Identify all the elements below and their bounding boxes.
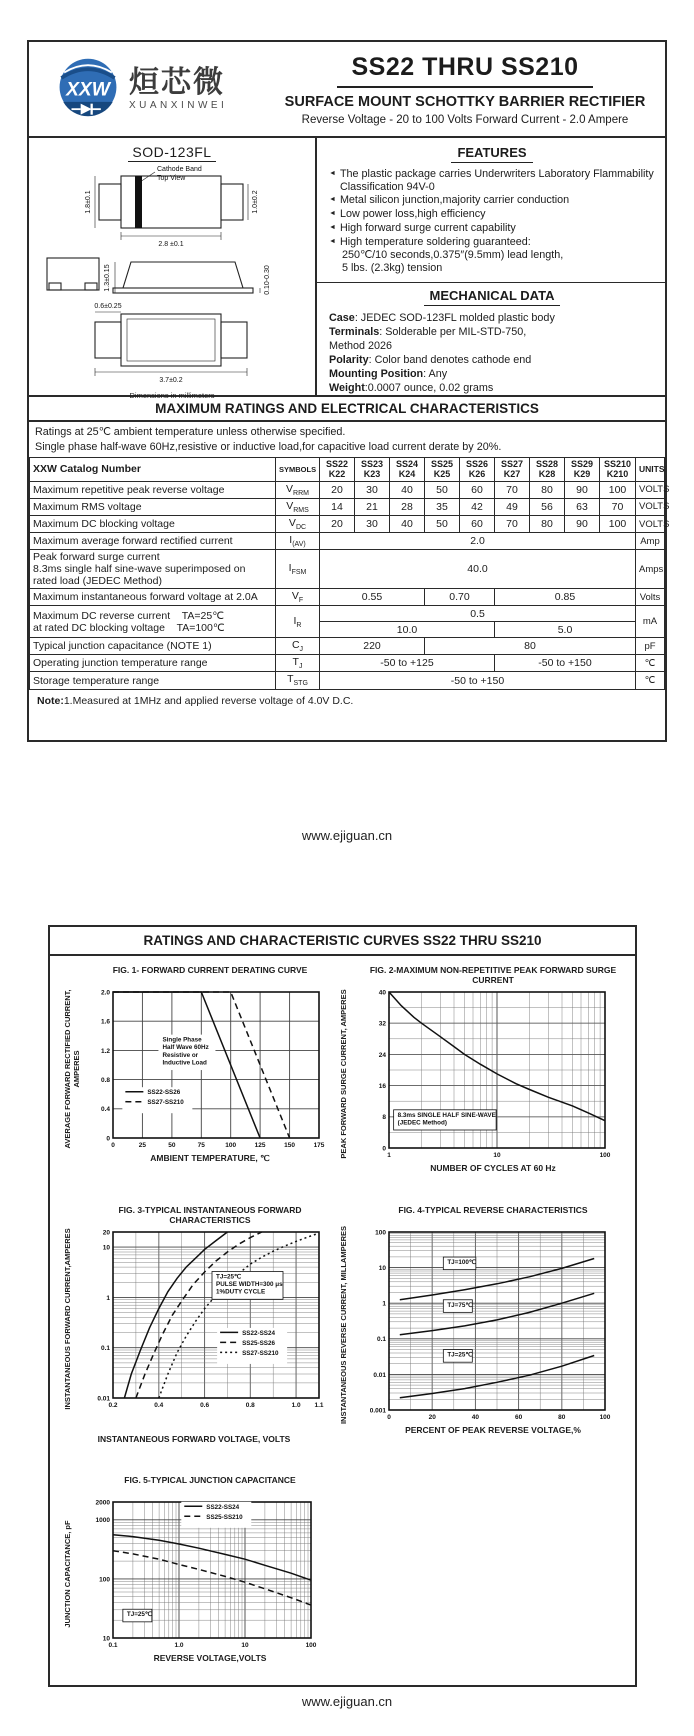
svg-text:2.0: 2.0 — [100, 989, 110, 997]
svg-text:0.8: 0.8 — [245, 1402, 255, 1410]
table-row — [30, 550, 665, 589]
svg-text:8.3ms SINGLE HALF SINE-WAVE: 8.3ms SINGLE HALF SINE-WAVE — [397, 1112, 496, 1120]
feature-item — [329, 236, 655, 249]
fig5-xlabel: REVERSE VOLTAGE,VOLTS — [153, 1653, 267, 1663]
fig4-xlabel: PERCENT OF PEAK REVERSE VOLTAGE,% — [405, 1425, 581, 1435]
table-row — [30, 589, 665, 606]
fig2-title: FIG. 2-MAXIMUM NON-REPETITIVE PEAK FORWARD SURGE CURRENT — [369, 965, 617, 986]
page1-datasheet-box — [27, 40, 670, 742]
curves-banner: RATINGS AND CHARACTERISTIC CURVES SS22 THRU SS210 — [50, 927, 635, 956]
table-cell: Maximum DC blocking voltage — [30, 516, 276, 533]
svg-text:10: 10 — [102, 1635, 110, 1643]
table-cell: SS210 K210 — [600, 458, 636, 482]
feature-text: High forward surge current capability — [339, 221, 516, 234]
table-cell: Maximum DC reverse current TA=25℃ at rated DC blocking voltage TA=100℃ — [30, 606, 276, 638]
fig3-xlabel: INSTANTANEOUS FORWARD VOLTAGE, VOLTS — [97, 1434, 291, 1445]
svg-text:10: 10 — [241, 1642, 249, 1649]
bullet-arrow-icon: ◄ — [329, 237, 336, 245]
svg-text:20: 20 — [102, 1229, 110, 1237]
svg-text:125: 125 — [254, 1142, 266, 1149]
table-cell: Maximum instantaneous forward voltage at 2.0A — [30, 589, 276, 606]
ratings-conditions — [29, 422, 665, 457]
table-cell: SYMBOLS — [276, 458, 320, 482]
table-cell: 30 — [355, 481, 390, 498]
table-cell: 50 — [425, 516, 460, 533]
ratings-note-2: Single phase half-wave 60Hz,resistive or inductive load,for capacitive load current derate by 20%. — [35, 440, 502, 453]
svg-text:50: 50 — [168, 1142, 176, 1149]
mech-line: Case: JEDEC SOD-123FL molded plastic body — [329, 311, 555, 324]
table-cell: 0.5 — [320, 606, 636, 622]
svg-text:1.0: 1.0 — [174, 1642, 184, 1649]
svg-text:0.01: 0.01 — [97, 1395, 110, 1403]
table-cell: SS29 K29 — [565, 458, 600, 482]
svg-text:SS27-SS210: SS27-SS210 — [147, 1099, 184, 1107]
fig3-ylabel: INSTANTANEOUS FORWARD CURRENT,AMPERES — [63, 1228, 72, 1411]
table-row — [30, 481, 665, 498]
fig5-plot — [86, 1495, 318, 1653]
table-cell: $V_{DC}$ — [276, 516, 320, 533]
table-cell: XXW Catalog Number — [30, 458, 276, 482]
svg-text:0.01: 0.01 — [373, 1371, 386, 1379]
svg-text:100: 100 — [225, 1142, 237, 1149]
table-cell: 100 — [600, 481, 636, 498]
package-outline-drawing — [29, 162, 315, 384]
bullet-arrow-icon: ◄ — [329, 223, 336, 231]
table-cell: 63 — [565, 498, 600, 515]
svg-text:Half Wave 60Hz: Half Wave 60Hz — [162, 1044, 209, 1052]
svg-text:1%DUTY CYCLE: 1%DUTY CYCLE — [216, 1289, 266, 1297]
table-row — [30, 533, 665, 550]
table-cell: SS22 K22 — [320, 458, 355, 482]
table-cell: 60 — [460, 516, 495, 533]
svg-text:20: 20 — [428, 1414, 436, 1421]
table-row — [30, 516, 665, 533]
fig4-title: FIG. 4-TYPICAL REVERSE CHARACTERISTICS — [398, 1205, 588, 1215]
table-cell: $I_{FSM}$ — [276, 550, 320, 589]
table-cell: 42 — [460, 498, 495, 515]
svg-text:0.1: 0.1 — [108, 1642, 118, 1649]
table-cell: 50 — [425, 481, 460, 498]
page-title: SS22 THRU SS210 — [337, 53, 592, 88]
feature-item — [329, 208, 655, 221]
fig3-plot — [86, 1225, 326, 1413]
svg-text:0: 0 — [106, 1135, 110, 1143]
logo-latin-name: XUANXINWEI — [129, 99, 228, 111]
ratings-note-1: Ratings at 25℃ ambient temperature unless otherwise specified. — [35, 426, 346, 438]
svg-text:0: 0 — [111, 1142, 115, 1149]
table-cell: 35 — [425, 498, 460, 515]
fig2-peak-surge-current — [338, 965, 624, 1174]
series-SS25-SS210 — [113, 1551, 311, 1605]
svg-text:25: 25 — [138, 1142, 147, 1149]
table-cell: 30 — [355, 516, 390, 533]
mechanical-data-section — [317, 283, 665, 395]
table-cell: 20 — [320, 481, 355, 498]
feature-text: The plastic package carries Underwriters Laboratory Flammability Classification 94V-0 — [339, 168, 654, 193]
feature-item — [329, 194, 655, 207]
bullet-arrow-icon: ◄ — [329, 210, 336, 218]
svg-text:Resistive or: Resistive or — [162, 1051, 199, 1059]
svg-text:0.8: 0.8 — [100, 1077, 110, 1084]
svg-text:100: 100 — [599, 1152, 611, 1160]
feature-text: High temperature soldering guaranteed: — [339, 235, 531, 248]
series-SS22-SS24 — [124, 1232, 227, 1398]
svg-text:1: 1 — [387, 1152, 391, 1160]
bullet-arrow-icon: ◄ — [329, 196, 336, 204]
svg-text:0.6: 0.6 — [200, 1402, 210, 1410]
mech-line: Mounting Position: Any — [329, 367, 448, 380]
svg-text:2000: 2000 — [95, 1499, 110, 1507]
dim-standoff: 0.10-0.30 — [264, 265, 271, 295]
table-row — [30, 672, 665, 689]
fig5-ylabel: JUNCTION CAPACITANCE, pF — [63, 1520, 72, 1628]
fig1-xlabel: AMBIENT TEMPERATURE, ℃ — [150, 1153, 270, 1163]
table-cell: -50 to +150 — [495, 655, 636, 672]
feature-continuation: 5 lbs. (2.3kg) tension — [342, 262, 443, 275]
svg-text:150: 150 — [284, 1142, 296, 1149]
svg-text:TJ=100℃: TJ=100℃ — [447, 1259, 476, 1267]
table-row — [30, 606, 665, 622]
table-cell: UNITS — [636, 458, 665, 482]
package-drawing-cell — [29, 138, 317, 400]
table-cell: 10.0 — [320, 622, 495, 638]
svg-text:0.1: 0.1 — [100, 1345, 110, 1353]
package-name: SOD-123FL — [128, 144, 215, 162]
table-cell: 220 — [320, 638, 425, 655]
table-cell: 56 — [530, 498, 565, 515]
table-cell: Peak forward surge current 8.3ms single half sine-wave superimposed on rated load (JEDEC Method) — [30, 550, 276, 589]
table-row — [30, 638, 665, 655]
fig5-title: FIG. 5-TYPICAL JUNCTION CAPACITANCE — [124, 1475, 296, 1485]
svg-text:TJ=25℃: TJ=25℃ — [126, 1611, 152, 1619]
fig3-title: FIG. 3-TYPICAL INSTANTANEOUS FORWARD CHARACTERISTICS — [118, 1205, 302, 1226]
dim-pad-width: 0.6±0.25 — [94, 303, 122, 310]
table-cell: VOLTS — [636, 498, 665, 515]
svg-text:0: 0 — [382, 1145, 386, 1153]
table-cell: SS28 K28 — [530, 458, 565, 482]
table-cell: 49 — [495, 498, 530, 515]
svg-text:0: 0 — [387, 1414, 391, 1421]
table-cell: SS23 K23 — [355, 458, 390, 482]
brand-logo — [29, 56, 279, 122]
logo-mark-icon — [55, 56, 121, 122]
series-SS25-SS26 — [136, 1232, 262, 1398]
dim-total-width: 3.7±0.2 — [159, 377, 183, 384]
fig1-title: FIG. 1- FORWARD CURRENT DERATING CURVE — [112, 965, 308, 975]
svg-text:32: 32 — [378, 1020, 386, 1028]
table-cell: -50 to +150 — [320, 672, 636, 689]
svg-text:TJ=75℃: TJ=75℃ — [447, 1301, 473, 1309]
fig2-xlabel: NUMBER OF CYCLES AT 60 Hz — [430, 1163, 556, 1174]
table-cell: Amps — [636, 550, 665, 589]
series-SS27-SS210 — [159, 1233, 319, 1398]
table-cell: Operating junction temperature range — [30, 655, 276, 672]
svg-text:(JEDEC Method): (JEDEC Method) — [397, 1119, 447, 1127]
table-cell: 100 — [600, 516, 636, 533]
feature-text: Metal silicon junction,majority carrier conduction — [339, 194, 570, 207]
svg-text:SS22-SS24: SS22-SS24 — [242, 1330, 276, 1338]
table-cell: Maximum average forward rectified current — [30, 533, 276, 550]
table-row — [30, 498, 665, 515]
table-cell: SS25 K25 — [425, 458, 460, 482]
svg-text:TJ=25℃: TJ=25℃ — [216, 1273, 242, 1281]
ratings-table-body — [30, 458, 670, 689]
svg-text:0.4: 0.4 — [154, 1402, 164, 1410]
dim-tab-width: 1.0±0.2 — [252, 190, 259, 214]
feature-continuation: 250℃/10 seconds,0.375″(9.5mm) lead length, — [342, 249, 564, 262]
table-cell: Maximum RMS voltage — [30, 498, 276, 515]
fig3-forward-characteristics — [62, 1205, 334, 1445]
table-cell: 70 — [495, 481, 530, 498]
feature-item — [329, 222, 655, 235]
mechanical-heading: MECHANICAL DATA — [424, 288, 561, 306]
table-cell: $C_J$ — [276, 638, 320, 655]
svg-text:10: 10 — [493, 1152, 501, 1160]
feature-text: Low power loss,high efficiency — [339, 208, 486, 221]
fig4-plot — [362, 1225, 612, 1425]
mech-line: Method 2026 — [329, 339, 393, 352]
table-cell: $I_{(AV)}$ — [276, 533, 320, 550]
bullet-arrow-icon: ◄ — [329, 170, 336, 177]
table-cell: SS24 K24 — [390, 458, 425, 482]
table-cell: mA — [636, 606, 665, 638]
table-cell: ℃ — [636, 655, 665, 672]
table-cell: Amp — [636, 533, 665, 550]
table-cell: 21 — [355, 498, 390, 515]
table-cell: Storage temperature range — [30, 672, 276, 689]
fig2-plot — [362, 985, 612, 1163]
table-row — [30, 655, 665, 672]
dim-body-width: 2.8 ±0.1 — [158, 241, 184, 248]
dim-side-height: 1.3±0.15 — [104, 264, 111, 292]
max-ratings-banner: MAXIMUM RATINGS AND ELECTRICAL CHARACTERISTICS — [29, 397, 665, 422]
table-footnote: Note:1.Measured at 1MHz and applied reverse voltage of 4.0V D.C. — [37, 694, 354, 707]
table-cell: 14 — [320, 498, 355, 515]
table-cell: 80 — [530, 481, 565, 498]
svg-text:10: 10 — [378, 1265, 386, 1272]
svg-text:PULSE WIDTH=300 μs: PULSE WIDTH=300 μs — [216, 1281, 283, 1289]
svg-text:40: 40 — [378, 989, 386, 997]
svg-text:1.1: 1.1 — [314, 1402, 324, 1410]
svg-text:SS22-SS24: SS22-SS24 — [206, 1503, 240, 1511]
features-section — [317, 138, 665, 283]
header — [29, 42, 665, 138]
fig1-ylabel: AVERAGE FORWARD RECTIFIED CURRENT, AMPERES — [63, 989, 81, 1149]
feature-item — [329, 168, 655, 193]
fig5-junction-capacitance — [62, 1475, 334, 1664]
svg-text:60: 60 — [514, 1414, 523, 1421]
ratings-summary-line: Reverse Voltage - 20 to 100 Volts Forward Current - 2.0 Ampere — [301, 113, 629, 126]
svg-text:175: 175 — [313, 1142, 325, 1149]
table-cell: 70 — [600, 498, 636, 515]
logo-xxw-text: XXW — [66, 79, 110, 101]
table-cell: VOLTS — [636, 481, 665, 498]
svg-text:1.6: 1.6 — [100, 1018, 110, 1026]
table-cell: SS27 K27 — [495, 458, 530, 482]
table-cell: 40.0 — [320, 550, 636, 589]
table-cell: Typical junction capacitance (NOTE 1) — [30, 638, 276, 655]
table-cell: 70 — [495, 516, 530, 533]
fig4-ylabel: INSTANTANEOUS REVERSE CURRENT, MILLAMPERES — [339, 1225, 348, 1425]
svg-text:100: 100 — [99, 1576, 110, 1584]
svg-text:1000: 1000 — [95, 1517, 110, 1525]
svg-text:0.2: 0.2 — [108, 1402, 118, 1410]
fig4-reverse-characteristics — [338, 1205, 624, 1436]
table-cell: -50 to +125 — [320, 655, 495, 672]
svg-text:1.0: 1.0 — [291, 1402, 301, 1410]
svg-text:0.4: 0.4 — [100, 1106, 110, 1114]
svg-text:SS25-SS210: SS25-SS210 — [206, 1513, 243, 1521]
svg-text:100: 100 — [305, 1642, 317, 1649]
title-block — [279, 53, 665, 126]
table-cell: $V_{RMS}$ — [276, 498, 320, 515]
svg-text:0.001: 0.001 — [369, 1407, 386, 1415]
cathode-band-callout: Cathode Band — [157, 166, 202, 173]
table-cell: 90 — [565, 481, 600, 498]
footer-url-page1: www.ejiguan.cn — [301, 828, 393, 843]
svg-text:Single Phase: Single Phase — [162, 1036, 202, 1044]
svg-text:0.1: 0.1 — [376, 1336, 386, 1344]
svg-text:100: 100 — [375, 1229, 386, 1237]
table-cell: 2.0 — [320, 533, 636, 550]
table-cell: $T_{STG}$ — [276, 672, 320, 689]
fig2-ylabel: PEAK FORWARD SURGE CURRENT, AMPERES — [339, 989, 348, 1159]
table-cell: $T_J$ — [276, 655, 320, 672]
features-heading: FEATURES — [451, 145, 532, 163]
table-cell: $V_{RRM}$ — [276, 481, 320, 498]
table-cell: $V_F$ — [276, 589, 320, 606]
svg-text:10: 10 — [102, 1244, 110, 1252]
table-cell: Volts — [636, 589, 665, 606]
svg-text:100: 100 — [599, 1414, 611, 1421]
dim-top-height: 1.8±0.1 — [85, 190, 92, 214]
mech-line: Polarity: Color band denotes cathode end — [329, 353, 532, 366]
svg-text:SS22-SS26: SS22-SS26 — [147, 1089, 181, 1097]
svg-text:8: 8 — [382, 1114, 386, 1122]
table-cell: 90 — [565, 516, 600, 533]
fig1-plot — [86, 985, 326, 1153]
svg-text:1: 1 — [106, 1295, 110, 1303]
svg-text:TJ=25℃: TJ=25℃ — [447, 1351, 473, 1359]
table-cell: 60 — [460, 481, 495, 498]
table-cell: 5.0 — [495, 622, 636, 638]
table-cell: ℃ — [636, 672, 665, 689]
svg-text:Inductive Load: Inductive Load — [162, 1059, 207, 1067]
top-view-callout: Top View — [157, 175, 186, 182]
mech-line: Weight:0.0007 ounce, 0.02 grams — [329, 381, 494, 394]
table-cell: Maximum repetitive peak reverse voltage — [30, 481, 276, 498]
svg-text:40: 40 — [471, 1414, 480, 1421]
table-cell: 40 — [390, 516, 425, 533]
table-cell: $I_R$ — [276, 606, 320, 638]
logo-chinese-name: 烜芯微 — [129, 65, 225, 99]
table-cell: VOLTS — [636, 516, 665, 533]
svg-text:SS25-SS26: SS25-SS26 — [242, 1340, 276, 1348]
fig1-forward-current-derating — [62, 965, 334, 1164]
table-cell: 80 — [530, 516, 565, 533]
table-cell: 0.85 — [495, 589, 636, 606]
table-cell: 80 — [425, 638, 636, 655]
svg-text:1: 1 — [382, 1300, 386, 1308]
table-cell: 0.70 — [425, 589, 495, 606]
svg-text:24: 24 — [378, 1052, 386, 1060]
dimensions-caption: Dimensions in millimeters — [129, 391, 215, 400]
svg-text:80: 80 — [558, 1414, 566, 1421]
table-cell: 20 — [320, 516, 355, 533]
table-cell: pF — [636, 638, 665, 655]
table-cell: SS26 K26 — [460, 458, 495, 482]
mech-line: Terminals: Solderable per MIL-STD-750, — [329, 325, 527, 338]
footer-url-page2: www.ejiguan.cn — [301, 1694, 393, 1709]
page-subtitle: SURFACE MOUNT SCHOTTKY BARRIER RECTIFIER — [284, 93, 646, 110]
svg-text:75: 75 — [197, 1142, 205, 1149]
table-cell: 28 — [390, 498, 425, 515]
table-cell: 0.55 — [320, 589, 425, 606]
table-cell: 40 — [390, 481, 425, 498]
svg-text:1.2: 1.2 — [100, 1047, 110, 1055]
page2-curves-box — [48, 925, 637, 1687]
ratings-table — [29, 457, 670, 689]
svg-text:SS27-SS210: SS27-SS210 — [242, 1350, 279, 1358]
table-header-row — [30, 458, 665, 482]
svg-text:16: 16 — [378, 1083, 386, 1091]
